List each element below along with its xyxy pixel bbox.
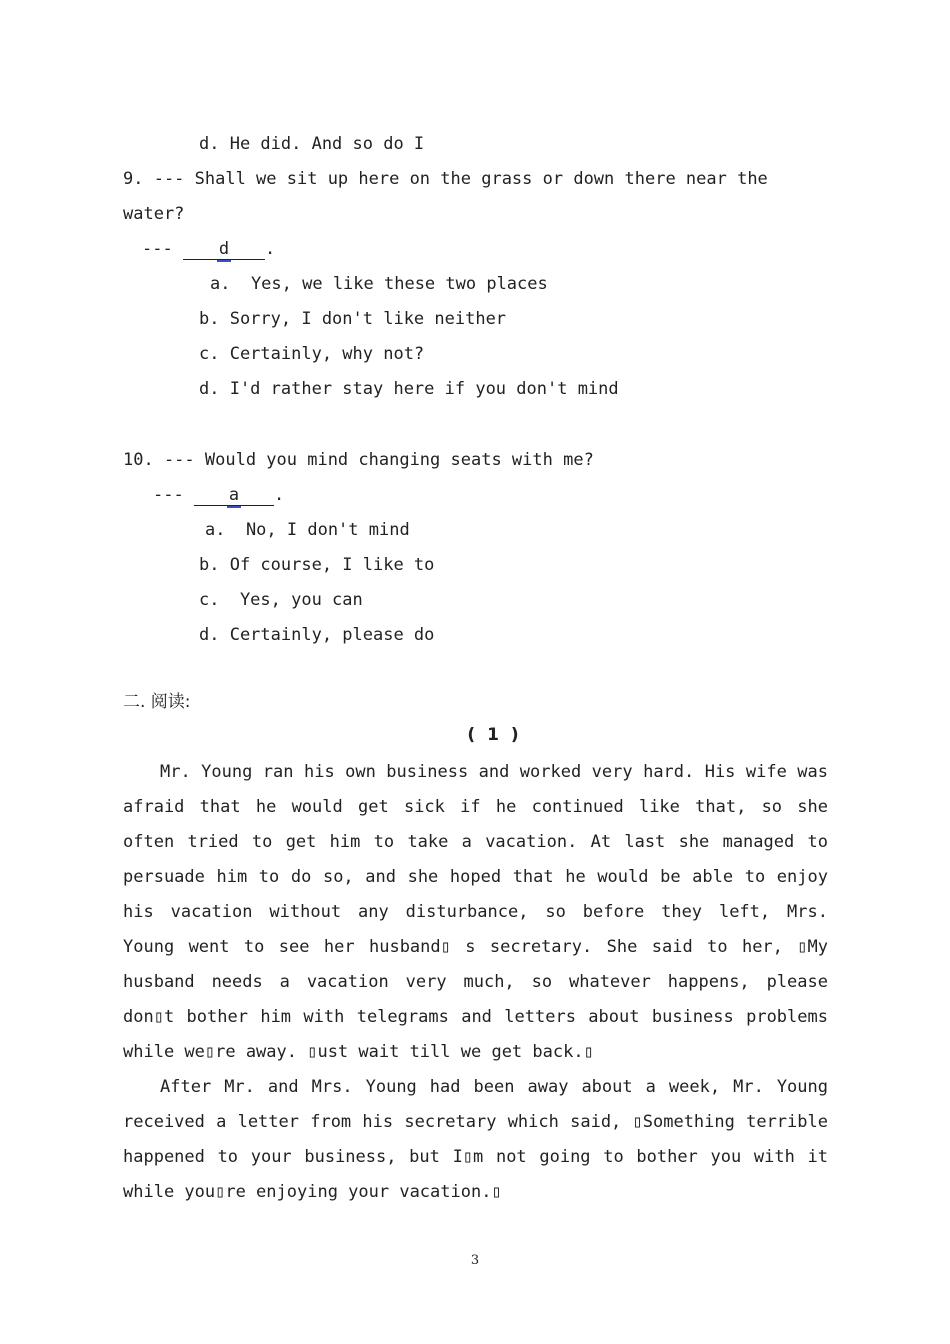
q9-answer-suffix: . <box>264 239 276 259</box>
q10-option-b: b. Of course, I like to <box>199 555 435 575</box>
q9-answer: d <box>218 239 230 259</box>
q10-answer-blank <box>194 485 274 506</box>
q10-option-d: d. Certainly, please do <box>199 625 435 645</box>
q10-answer: a <box>228 485 240 505</box>
passage-paragraph-1: Mr. Young ran his own business and worked very hard. His wife was afraid that he would get sick if he continued like that, so she often tried to get him to take a vacation. At last she managed to persuade him to do so, and she hoped that he would be able to enjoy his vacation without any disturbance, so before they left, Mrs. Young went to see her husband▯ s secretary. She said to her, ▯My husband needs a vacation very much, so whatever happens, please don▯t bother him with telegrams and letters about business problems while we▯re away. ▯ust wait till we get back.▯ <box>123 762 828 1062</box>
page-number: 3 <box>470 1253 480 1268</box>
q10-option-c: c. Yes, you can <box>199 590 363 610</box>
q9-question-line1: 9. --- Shall we sit up here on the grass or down there near the <box>123 169 768 189</box>
section-heading: 二. 阅读: <box>123 692 191 712</box>
q10-answer-suffix: . <box>273 485 285 505</box>
q8-option-d: d. He did. And so do I <box>199 134 425 154</box>
q9-answer-line <box>142 238 275 260</box>
passage-paragraph-2: After Mr. and Mrs. Young had been away about a week, Mr. Young received a letter from his secretary which said, ▯Something terrible happened to your business, but I▯m not going to bother you with it while you▯re enjoying your vacation.▯ <box>123 1077 828 1202</box>
q9-answer-prefix: --- <box>142 239 183 259</box>
q10-option-a: a. No, I don't mind <box>205 520 410 540</box>
q9-question-line2: water? <box>123 204 185 224</box>
q10-answer-line <box>153 484 284 506</box>
q9-option-d: d. I'd rather stay here if you don't mind <box>199 379 619 399</box>
q9-option-b: b. Sorry, I don't like neither <box>199 309 507 329</box>
passage <box>123 755 828 1210</box>
q9-option-c: c. Certainly, why not? <box>199 344 425 364</box>
passage-number: ( 1 ) <box>467 725 519 745</box>
q9-answer-blank <box>183 239 265 260</box>
q9-option-a: a. Yes, we like these two places <box>210 274 548 294</box>
q10-question: 10. --- Would you mind changing seats with me? <box>123 450 594 470</box>
q10-answer-prefix: --- <box>153 485 194 505</box>
